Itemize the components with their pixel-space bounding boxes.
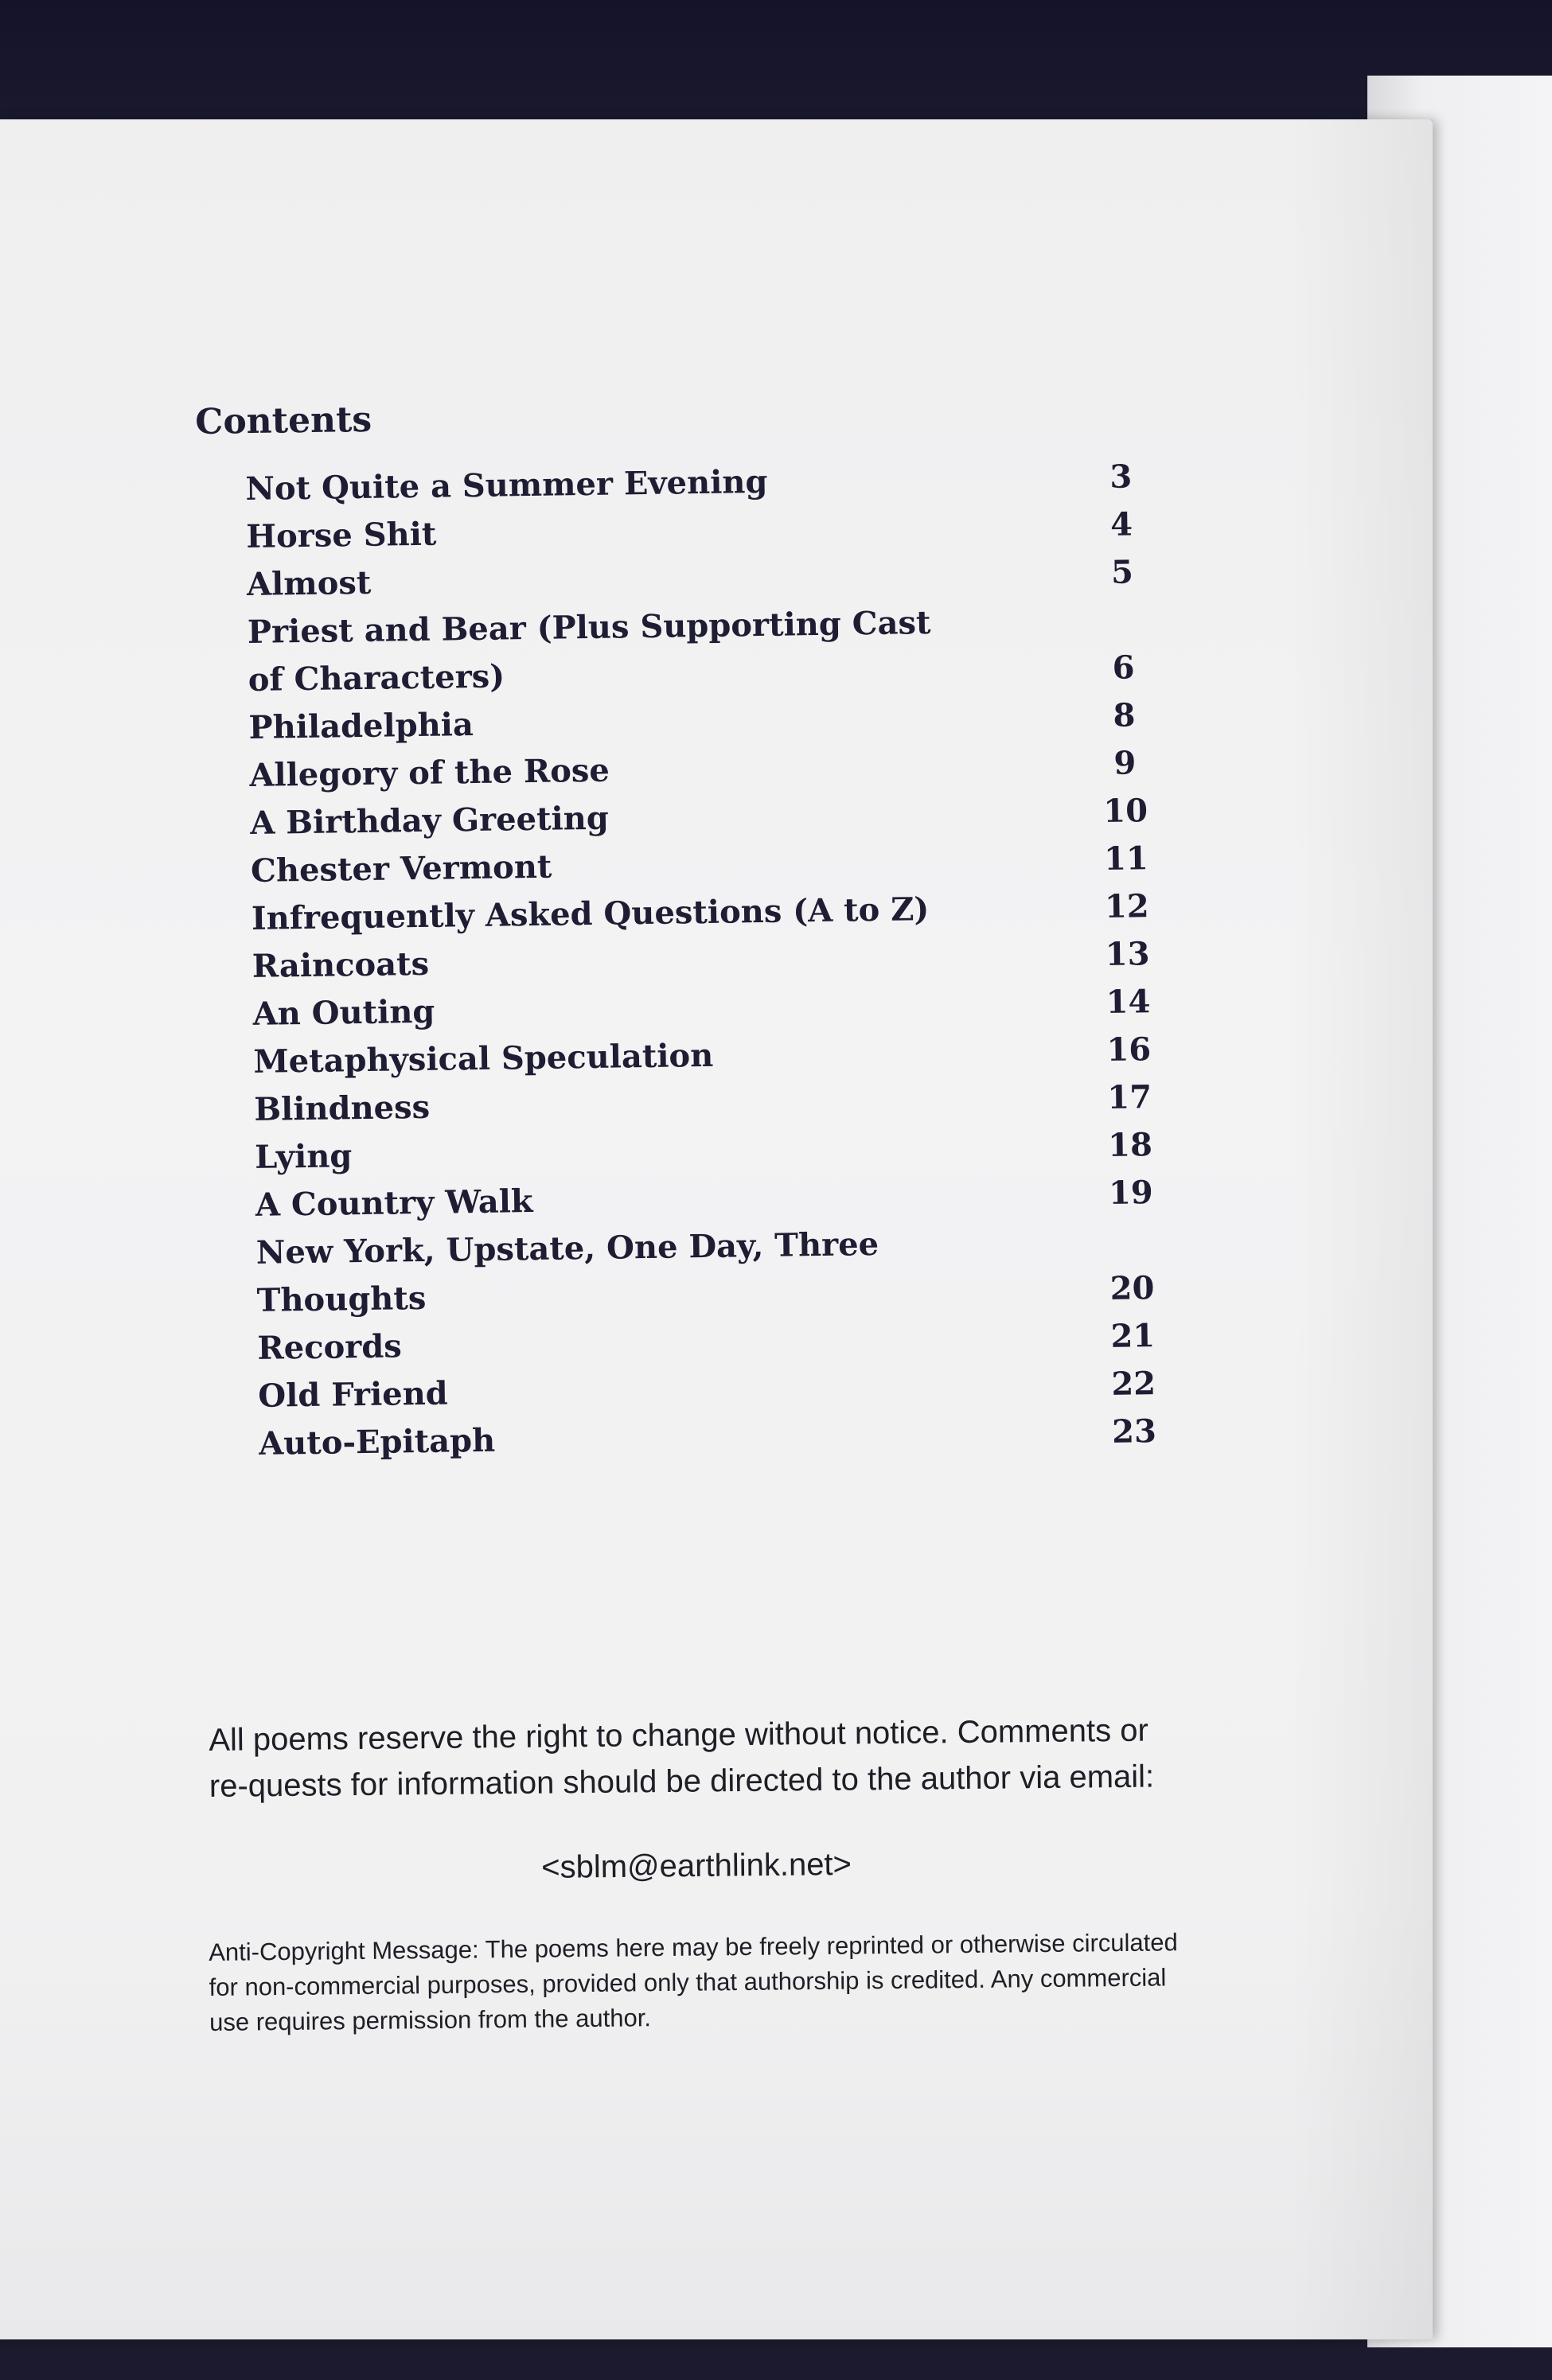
toc-entry-title: Not Quite a Summer Evening [245, 462, 768, 508]
toc-entry-title: A Birthday Greeting [249, 799, 610, 842]
toc-entry [248, 596, 1156, 704]
toc-entry-title: Raincoats [252, 945, 430, 985]
toc-entry-title: Lying [254, 1137, 353, 1176]
contents-heading: Contents [195, 399, 372, 442]
toc-entry-page: 9 [1113, 744, 1137, 782]
toc-entry-page: 8 [1113, 696, 1136, 734]
toc-entry-page: 19 [1108, 1174, 1154, 1212]
toc-entry-title: Philadelphia [248, 706, 474, 746]
toc-entry-title: A Country Walk [255, 1182, 533, 1224]
toc-entry-page: 3 [1109, 458, 1133, 496]
toc-entry-page: 12 [1104, 887, 1149, 925]
toc-entry-title: Old Friend [258, 1374, 449, 1415]
toc-entry-page: 6 [1112, 649, 1135, 687]
toc-entry-page: 22 [1111, 1365, 1156, 1403]
table-of-contents [245, 453, 1166, 1468]
toc-entry-title: Auto-Epitaph [258, 1421, 496, 1463]
background-bottom [0, 2347, 1552, 2380]
toc-entry-title: Chester Vermont [250, 847, 552, 890]
toc-entry-page: 23 [1111, 1412, 1157, 1451]
toc-entry-title: Allegory of the Rose [249, 751, 610, 794]
toc-entry-page: 16 [1106, 1030, 1152, 1069]
toc-entry-title: Priest and Bear (Plus Supporting Cast of Characters) [247, 603, 931, 699]
toc-entry-page: 14 [1106, 983, 1151, 1021]
toc-entry-title: Horse Shit [245, 515, 437, 555]
toc-entry-page: 21 [1110, 1317, 1156, 1355]
change-notice: All poems reserve the right to change without notice. Comments or re-quests for information should be directed to the author via email: [209, 1712, 1155, 1804]
toc-entry [255, 1217, 1164, 1325]
author-email: <sblm@earthlink.net> [541, 1846, 852, 1885]
toc-entry-page: 4 [1109, 505, 1133, 543]
toc-entry-page: 11 [1103, 839, 1149, 878]
toc-entry-title: Blindness [253, 1088, 431, 1128]
toc-entry-title: New York, Upstate, One Day, Three Thoughts [255, 1225, 879, 1319]
toc-entry-title: Records [257, 1327, 403, 1367]
toc-entry-title: Almost [246, 563, 372, 603]
toc-entry-title: Infrequently Asked Questions (A to Z) [251, 890, 930, 937]
toc-entry-page: 13 [1105, 935, 1150, 973]
toc-entry-page: 20 [1109, 1269, 1155, 1307]
toc-entry-page: 10 [1102, 792, 1148, 830]
toc-entry-page: 17 [1107, 1078, 1152, 1116]
anti-copyright-message: Anti-Copyright Message: The poems here may be freely reprinted or otherwise circulated for non-commercial purposes, provided only that authorship is credited. Any commercial use requires permission from the author. [209, 1928, 1178, 2036]
toc-entry-title: Metaphysical Speculation [253, 1036, 714, 1081]
toc-entry-title: An Outing [252, 992, 435, 1033]
toc-entry-page: 18 [1107, 1126, 1153, 1164]
toc-entry-page: 5 [1110, 553, 1134, 591]
